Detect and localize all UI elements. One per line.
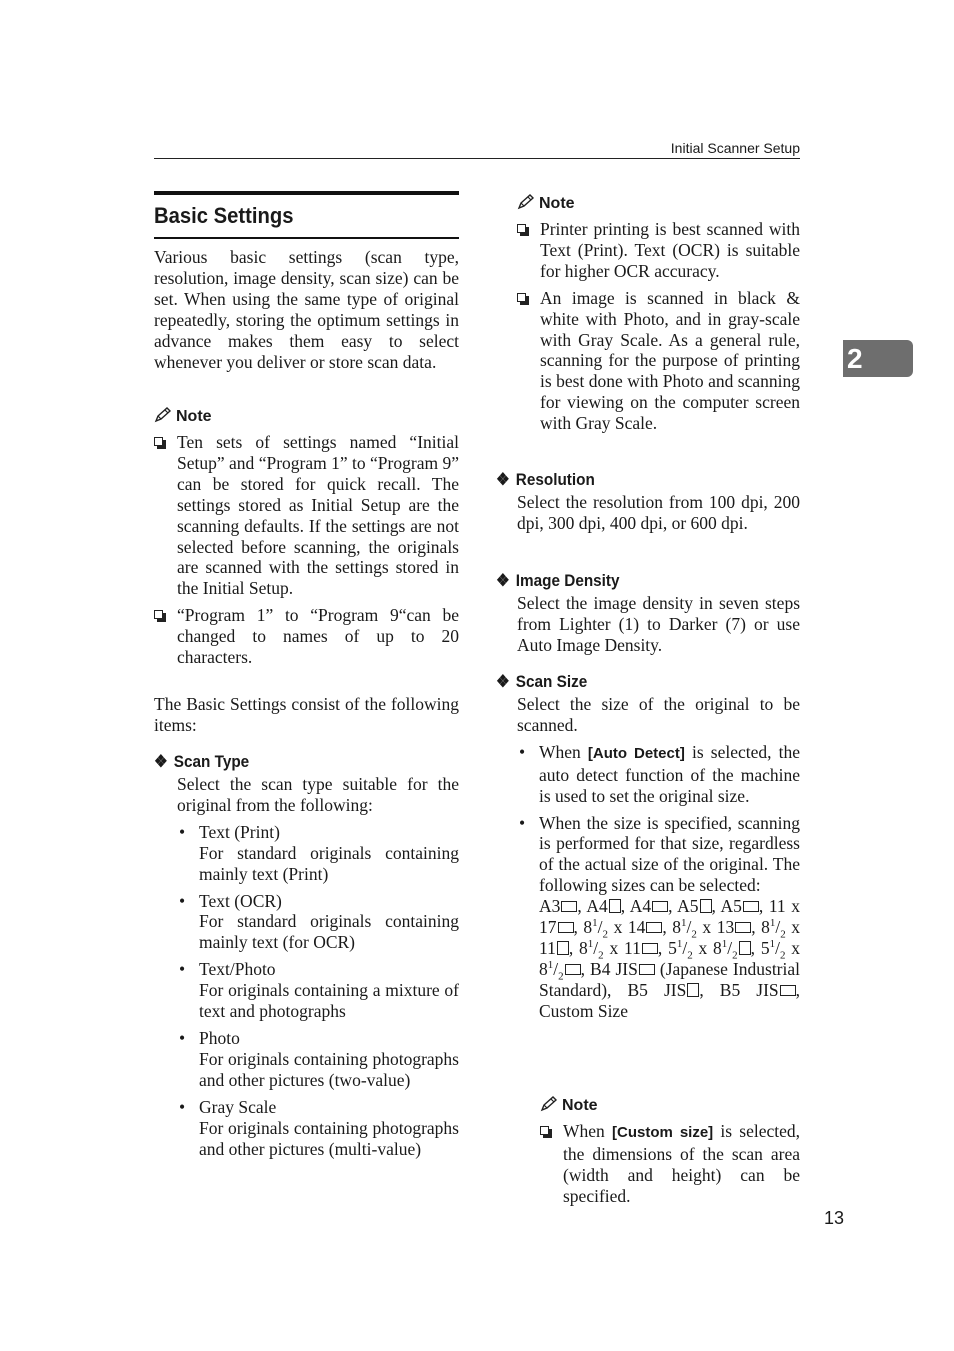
note-item: Printer printing is best scanned with Text (Print). Text (OCR) is suitable for higher OCR accuracy. [517,219,800,282]
scan-size-section [496,672,800,1022]
resolution-section [496,470,800,534]
landscape-page-icon [642,943,658,954]
page-title: Basic Settings [154,203,294,228]
bullet-dot: • [179,959,186,980]
note-item: An image is scanned in black & white with Photo, and in gray-scale with Gray Scale. As a general rule, scanning for the purpose of printing is best done with Photo and scanning for viewing on the computer screen with Gray Scale. [517,288,800,434]
checkbox-bullet-icon [517,293,526,302]
landscape-page-icon [565,964,581,975]
chapter-tab: 2 [843,340,913,377]
landscape-page-icon [652,901,668,912]
note-heading: Note [517,194,800,216]
consist-paragraph: The Basic Settings consist of the following items: [154,694,459,735]
note-block-2 [517,194,800,434]
note-heading: Note [154,407,459,429]
resolution-text: Select the resolution from 100 dpi, 200 dpi, 300 dpi, 400 dpi, or 600 dpi. [517,492,800,533]
scan-type-heading: ❖ Scan Type [154,752,250,771]
bullet-dot: • [179,890,186,911]
diamond-bullet-icon: ❖ [154,752,168,771]
bullet-dot: • [519,741,526,762]
landscape-page-icon [561,901,577,912]
scan-type-section [154,752,459,1159]
bullet-dot: • [519,812,526,833]
note-block-1 [154,407,459,668]
image-density-text: Select the image density in seven steps from Lighter (1) to Darker (7) or use Auto Image Density. [517,593,800,655]
list-item: • Gray Scale For originals containing photographs and other pictures (multi-value) [179,1096,459,1159]
checkbox-bullet-icon [154,610,163,619]
pencil-icon [154,407,172,429]
landscape-page-icon [735,922,751,933]
auto-detect-label: [Auto Detect] [587,744,685,762]
bullet-dot: • [179,1096,186,1117]
checkbox-bullet-icon [540,1126,549,1135]
scan-type-text: Select the scan type suitable for the original from the following: [177,774,459,815]
list-item: • When [Auto Detect] is selected, the auto detect function of the machine is used to set the original size. [519,741,800,806]
diamond-bullet-icon: ❖ [496,571,510,590]
note-block-3 [540,1096,800,1207]
scan-size-text: Select the size of the original to be scanned. [517,694,800,735]
diamond-bullet-icon: ❖ [496,672,510,691]
list-item: • Text/Photo For originals containing a mixture of text and photographs [179,959,459,1022]
list-item: • Photo For originals containing photographs and other pictures (two-value) [179,1027,459,1090]
checkbox-bullet-icon [154,437,163,446]
resolution-heading: ❖ Resolution [496,470,595,489]
bullet-dot: • [179,1027,186,1048]
running-header: Initial Scanner Setup [670,140,800,156]
note-item: Ten sets of settings named “Initial Setup” and “Program 1” to “Program 9” can be stored for quick recall. The settings stored as Initial Setup are the scanning defaults. If the settings are not selected before scanning, the originals are scanned with the settings stored in the Initial Setup. [154,432,459,599]
note-item: “Program 1” to “Program 9“can be changed to names of up to 20 characters. [154,605,459,668]
image-density-heading: ❖ Image Density [496,571,620,590]
image-density-section [496,571,800,656]
landscape-page-icon [639,964,655,975]
pencil-icon [517,194,535,216]
scan-size-heading: ❖ Scan Size [496,672,588,691]
list-item: • When the size is specified, scanning is performed for that size, regardless of the actual size of the original. The following sizes can be selected: A3 , A4 , A4 , A5 , A5 , 11 x 17 , $8^1/_2$ x 14 , $8^1/_2$ x 13 , $8^1/_2$ x 11 , $8^1/_2$ x 11 , $5^1/_2$ x $8^1/_2$ , $5^1/_2$ x $8^1/_2$ , B4 JIS (Japanese Industrial Standard), B5 JIS , B5 JIS , Custom Size [519,812,801,1021]
note-item: When [Custom size] is selected, the dimensions of the scan area (width and height) can be specified. [540,1121,800,1207]
scan-size-list [517,742,800,1022]
diamond-bullet-icon: ❖ [496,470,510,489]
list-item: • Text (OCR) For standard originals containing mainly text (for OCR) [179,890,459,953]
note-heading: Note [540,1096,800,1118]
checkbox-bullet-icon [517,224,526,233]
custom-size-label: [Custom size] [612,1124,714,1141]
bullet-dot: • [179,821,186,842]
list-item: • Text (Print) For standard originals containing mainly text (Print) [179,821,459,884]
landscape-page-icon [780,985,796,996]
portrait-page-icon [557,941,569,955]
portrait-page-icon [687,983,699,997]
portrait-page-icon [609,899,621,913]
pencil-icon [540,1096,558,1118]
header-rule [154,158,800,159]
page-number: 13 [824,1208,845,1228]
landscape-page-icon [743,901,759,912]
size-list: A3 , A4 , A4 , A5 , A5 , 11 x 17 , $8^1/_2$ x 14 , $8^1/_2$ x 13 , $8^1/_2$ x 11 , $8^1/_2$ x 11 , $5^1/_2$ x $8^1/_2$ , $5^1/_2$ x $8^1/_2$ , B4 JIS (Japanese Industrial Standard), B5 JIS , B5 JIS , Custom Size [539,896,801,1021]
landscape-page-icon [558,922,574,933]
portrait-page-icon [739,941,751,955]
scan-type-list [177,822,459,1160]
portrait-page-icon [700,899,712,913]
landscape-page-icon [646,922,662,933]
intro-paragraph: Various basic settings (scan type, resolution, image density, scan size) can be set. When using the same type of original repeatedly, storing the optimum settings in advance makes them easy to select whenever you deliver or store scan data. [154,247,459,372]
section-title-block [154,191,459,239]
